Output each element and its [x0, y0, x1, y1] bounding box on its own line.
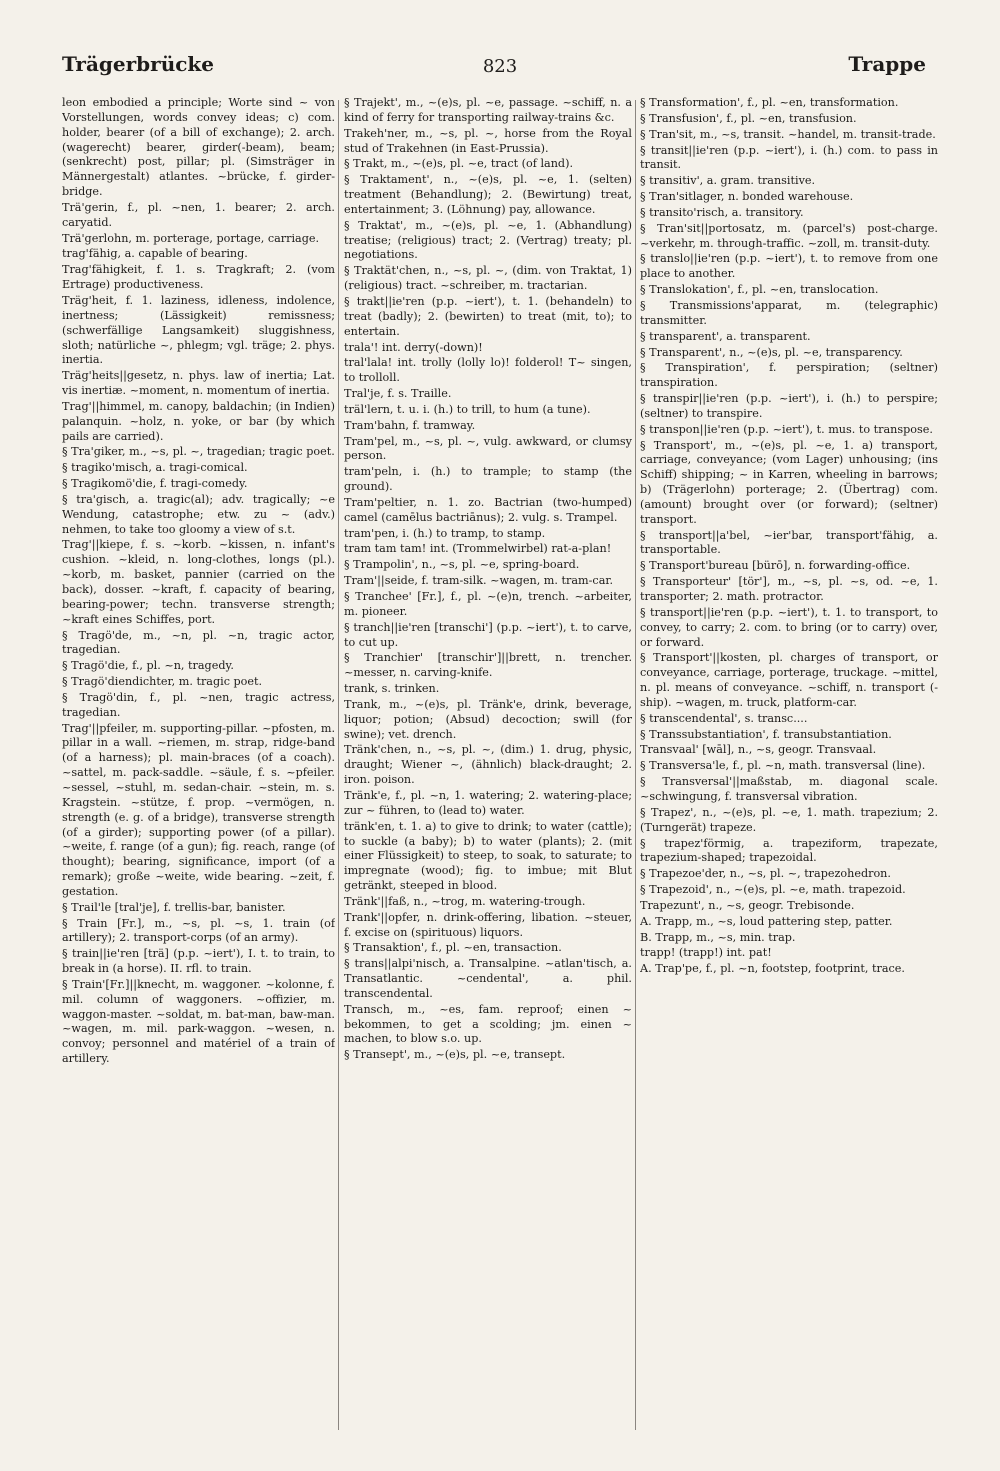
dictionary-entry: § Trajekt', m., ~(e)s, pl. ~e, passage. ~schiff, n. a kind of ferry for transporting railway-trains &c.: [344, 96, 632, 124]
dictionary-entry: § Train [Fr.], m., ~s, pl. ~s, 1. train (of artillery); 2. transport-corps (of an army).: [62, 916, 335, 945]
dictionary-entry: § tranch||ie'ren [transchi'] (p.p. ~iert'), t. to carve, to cut up.: [344, 620, 632, 649]
dictionary-entry: § Tran'sit, m., ~s, transit. ~handel, m. transit-trade.: [640, 127, 936, 141]
page-number: 823: [482, 56, 518, 77]
dictionary-entry: A. Trapp, m., ~s, loud pattering step, patter.: [640, 914, 893, 928]
dictionary-entry: § Trampolin', n., ~s, pl. ~e, spring-board.: [344, 558, 580, 572]
dictionary-entry: Tränk'chen, n., ~s, pl. ~, (dim.) 1. drug, physic, draught; Wiener ~, (ähnlich) black-draught; 2. iron. poison.: [344, 743, 632, 787]
dictionary-entry: § trakt||ie'ren (p.p. ~iert'), t. 1. (behandeln) to treat (badly); 2. (bewirten) to treat (mit, to); to entertain.: [344, 294, 632, 338]
dictionary-entry: § transito'risch, a. transitory.: [640, 205, 804, 219]
dictionary-entry: tram tam tam! int. (Trommelwirbel) rat-a-plan!: [344, 542, 612, 556]
column-1: [62, 96, 335, 1436]
dictionary-entry: trag'fähig, a. capable of bearing.: [62, 247, 248, 261]
dictionary-entry: § tragiko'misch, a. tragi-comical.: [62, 461, 248, 475]
dictionary-entry: § Transaktion', f., pl. ~en, transaction.: [344, 941, 562, 955]
dictionary-entry: § transport||ie'ren (p.p. ~iert'), t. 1. to transport, to convey, to carry; 2. com. to bring (or to carry) over, or forward.: [640, 605, 938, 649]
dictionary-entry: Tränk'||faß, n., ~trog, m. watering-trough.: [344, 894, 586, 908]
dictionary-entry: § Transmissions'apparat, m. (telegraphic) transmitter.: [640, 298, 938, 327]
column-divider: [338, 100, 339, 1430]
dictionary-entry: trala'! int. derry(-down)!: [344, 340, 483, 354]
dictionary-entry: § translo||ie'ren (p.p. ~iert'), t. to remove from one place to another.: [640, 252, 938, 281]
dictionary-entry: § Translokation', f., pl. ~en, translocation.: [640, 283, 879, 297]
dictionary-entry: § transcendental', s. transc....: [640, 711, 808, 725]
dictionary-entry: § Traktat', m., ~(e)s, pl. ~e, 1. (Abhandlung) treatise; (religious) tract; 2. (Vertrag) treaty; pl. negotiations.: [344, 218, 632, 262]
dictionary-entry: Trag'fähigkeit, f. 1. s. Tragkraft; 2. (vom Ertrage) productiveness.: [62, 263, 335, 292]
dictionary-entry: § Transfusion', f., pl. ~en, transfusion.: [640, 111, 857, 125]
running-head-left: Trägerbrücke: [62, 52, 214, 76]
dictionary-entry: § Transparent', n., ~(e)s, pl. ~e, transparency.: [640, 345, 903, 359]
dictionary-entry: Träg'heit, f. 1. laziness, idleness, indolence, inertness; (Lässigkeit) remissness; (schwerfällige Langsamkeit) sluggishness, sloth; natürliche ~, phlegm; vgl. träge; 2. phys. inertia.: [62, 293, 335, 367]
dictionary-entry: § Transversa'le, f., pl. ~n, math. transversal (line).: [640, 759, 926, 773]
column-3: [640, 96, 938, 1436]
dictionary-entry: § Tran'sit||portosatz, m. (parcel's) post-charge. ~verkehr, m. through-traffic. ~zoll, m. transit-duty.: [640, 221, 938, 250]
dictionary-entry: § Transsubstantiation', f. transubstantiation.: [640, 727, 892, 741]
dictionary-entry: Tram'pel, m., ~s, pl. ~, vulg. awkward, or clumsy person.: [344, 434, 632, 463]
dictionary-entry: § Tranchier' [transchir']||brett, n. trencher. ~messer, n. carving-knife.: [344, 651, 632, 680]
dictionary-entry: Tral'je, f. s. Traille.: [344, 387, 452, 401]
dictionary-entry: § Transport'||kosten, pl. charges of transport, or conveyance, carriage, porterage, truckage. ~mittel, n. pl. means of conveyance. ~schiff, n. transport (-ship). ~wagen, m. truck, platform-car.: [640, 651, 938, 709]
dictionary-entry: § tra'gisch, a. tragic(al); adv. tragically; ~e Wendung, catastrophe; etw. zu ~ (adv.) nehmen, to take too gloomy a view of s.t.: [62, 492, 335, 536]
dictionary-entry: § Train'[Fr.]||knecht, m. waggoner. ~kolonne, f. mil. column of waggoners. ~offizier, m. waggon-master. ~soldat, m. bat-man, baw-man. ~wagen, m. mil. park-waggon. ~wesen, n. convoy; personnel and matériel of a train of artillery.: [62, 977, 335, 1066]
dictionary-entry: § trapez'förmig, a. trapeziform, trapezate, trapezium-shaped; trapezoidal.: [640, 836, 938, 865]
dictionary-entry: § Transformation', f., pl. ~en, transformation.: [640, 96, 899, 109]
dictionary-entry: § Transporteur' [tör'], m., ~s, pl. ~s, od. ~e, 1. transporter; 2. math. protractor.: [640, 575, 938, 603]
dictionary-entry: A. Trap'pe, f., pl. ~n, footstep, footprint, trace.: [640, 962, 905, 976]
dictionary-entry: leon embodied a principle; Worte sind ~ von Vorstellungen, words convey ideas; c) com. holder, bearer (of a bill of exchange); 2. arch. (wagerecht) bearer, girder(-beam), beam; (senkrecht) post, pillar; pl. (Simsträger in Männergestalt) atlantes. ~brücke, f. girder-bridge.: [62, 96, 335, 199]
dictionary-entry: Trakeh'ner, m., ~s, pl. ~, horse from the Royal stud of Trakehnen (in East-Prussia).: [344, 126, 632, 155]
dictionary-entry: Träg'heits||gesetz, n. phys. law of inertia; Lat. vis inertiæ. ~moment, n. momentum of inertia.: [62, 369, 335, 398]
dictionary-entry: § Trapez', n., ~(e)s, pl. ~e, 1. math. trapezium; 2. (Turngerät) trapeze.: [640, 805, 938, 834]
dictionary-entry: tränk'en, t. 1. a) to give to drink; to water (cattle); to suckle (a baby); b) to water (plants); 2. (mit einer Flüssigkeit) to steep, to soak, to saturate; to impregnate (wood); fig. to imbue; mit Blut getränkt, steeped in blood.: [344, 819, 632, 893]
dictionary-entry: träl'lern, t. u. i. (h.) to trill, to hum (a tune).: [344, 402, 591, 416]
column-divider: [635, 100, 636, 1430]
dictionary-entry: Trapezunt', n., ~s, geogr. Trebisonde.: [640, 898, 855, 912]
dictionary-entry: § transit||ie'ren (p.p. ~iert'), i. (h.) com. to pass in transit.: [640, 143, 938, 172]
dictionary-entry: Trank, m., ~(e)s, pl. Tränk'e, drink, beverage, liquor; potion; (Absud) decoction; swill (for swine); vet. drench.: [344, 697, 632, 741]
dictionary-entry: Trä'gerin, f., pl. ~nen, 1. bearer; 2. arch. caryatid.: [62, 200, 335, 229]
dictionary-entry: tram'pen, i. (h.) to tramp, to stamp.: [344, 526, 546, 540]
dictionary-entry: § Tragikomö'die, f. tragi-comedy.: [62, 477, 248, 491]
dictionary-entry: trank, s. trinken.: [344, 682, 440, 696]
dictionary-entry: § Traktät'chen, n., ~s, pl. ~, (dim. von Traktat, 1) (religious) tract. ~schreiber, m. tractarian.: [344, 264, 632, 293]
dictionary-entry: § Trapezoid', n., ~(e)s, pl. ~e, math. trapezoid.: [640, 883, 906, 897]
column-2: [344, 96, 632, 1436]
dictionary-entry: § Transport', m., ~(e)s, pl. ~e, 1. a) transport, carriage, conveyance; (vom Lager) unhousing; (ins Schiff) shipping; ~ in Karren, wheeling in barrows; b) (Trägerlohn) porterage; 2. (Übertrag) com. (amount) brought over (or forward); (seltner) transport.: [640, 438, 938, 526]
dictionary-entry: tram'peln, i. (h.) to trample; to stamp (the ground).: [344, 465, 632, 494]
dictionary-entry: § Transept', m., ~(e)s, pl. ~e, transept.: [344, 1048, 566, 1062]
dictionary-entry: trapp! (trapp!) int. pat!: [640, 946, 772, 960]
dictionary-entry: § Tragö'diendichter, m. tragic poet.: [62, 675, 263, 689]
dictionary-entry: § transparent', a. transparent.: [640, 329, 811, 343]
dictionary-entry: § Transversal'||maßstab, m. diagonal scale. ~schwingung, f. transversal vibration.: [640, 775, 938, 803]
dictionary-entry: tral'lala! int. trolly (lolly lo)! folderol! T~ singen, to trolloll.: [344, 356, 632, 385]
dictionary-entry: § Tran'sitlager, n. bonded warehouse.: [640, 190, 854, 204]
dictionary-entry: Trä'gerlohn, m. porterage, portage, carriage.: [62, 231, 320, 245]
dictionary-entry: § Trakt, m., ~(e)s, pl. ~e, tract (of land).: [344, 157, 573, 171]
dictionary-entry: § trans||alpi'nisch, a. Transalpine. ~atlan'tisch, a. Transatlantic. ~cendental', a. phil. transcendental.: [344, 957, 632, 1000]
dictionary-entry: Transch, m., ~es, fam. reproof; einen ~ bekommen, to get a scolding; jm. einen ~ machen, to blow s.o. up.: [344, 1002, 632, 1046]
dictionary-entry: § transpir||ie'ren (p.p. ~iert'), i. (h.) to perspire; (seltner) to transpire.: [640, 392, 938, 420]
dictionary-entry: § train||ie'ren [trä] (p.p. ~iert'), I. t. to train, to break in (a horse). II. rfl. to train.: [62, 947, 335, 976]
dictionary-entry: B. Trapp, m., ~s, min. trap.: [640, 930, 796, 944]
dictionary-entry: Trag'||kiepe, f. s. ~korb. ~kissen, n. infant's cushion. ~kleid, n. long-clothes, longs (pl.). ~korb, m. basket, pannier (carried on the back), dosser. ~kraft, f. capacity of bearing, bearing-power; techn. transverse strength; ~kraft eines Schiffes, port.: [62, 538, 335, 626]
dictionary-entry: Tram'peltier, n. 1. zo. Bactrian (two-humped) camel (camēlus bactriānus); 2. vulg. s. Trampel.: [344, 495, 632, 524]
dictionary-entry: Transvaal' [wāl], n., ~s, geogr. Transvaal.: [640, 743, 877, 757]
running-head-right: Trappe: [848, 52, 926, 76]
dictionary-entry: Tram'bahn, f. tramway.: [344, 418, 476, 432]
dictionary-entry: § transitiv', a. gram. transitive.: [640, 174, 816, 188]
dictionary-entry: § Tragö'de, m., ~n, pl. ~n, tragic actor, tragedian.: [62, 628, 335, 657]
dictionary-entry: § Trail'le [tral'je], f. trellis-bar, banister.: [62, 900, 286, 914]
dictionary-entry: § Transport'bureau [bürō], n. forwarding-office.: [640, 559, 911, 573]
dictionary-entry: § Tra'giker, m., ~s, pl. ~, tragedian; tragic poet.: [62, 445, 335, 459]
dictionary-entry: § transpon||ie'ren (p.p. ~iert'), t. mus. to transpose.: [640, 422, 933, 436]
dictionary-entry: Tränk'e, f., pl. ~n, 1. watering; 2. watering-place; zur ~ führen, to (lead to) water.: [344, 788, 632, 817]
dictionary-entry: Trag'||himmel, m. canopy, baldachin; (in Indien) palanquin. ~holz, n. yoke, or bar (by which pails are carried).: [62, 399, 335, 443]
dictionary-entry: § Transpiration', f. perspiration; (seltner) transpiration.: [640, 361, 938, 390]
dictionary-entry: § Trapezoe'der, n., ~s, pl. ~, trapezohedron.: [640, 867, 891, 881]
dictionary-entry: § Tranchee' [Fr.], f., pl. ~(e)n, trench. ~arbeiter, m. pioneer.: [344, 590, 632, 618]
dictionary-entry: § transport||a'bel, ~ier'bar, transport'fähig, a. transportable.: [640, 528, 938, 557]
dictionary-entry: § Traktament', n., ~(e)s, pl. ~e, 1. (selten) treatment (Behandlung); 2. (Bewirtung) treat, entertainment; 3. (Löhnung) pay, allowance.: [344, 173, 632, 216]
dictionary-entry: Trag'||pfeiler, m. supporting-pillar. ~pfosten, m. pillar in a wall. ~riemen, m. strap, ridge-band (of a harness); pl. main-braces (of a coach). ~sattel, m. pack-saddle. ~säule, f. s. ~pfeiler. ~sessel, ~stuhl, m. sedan-chair. ~stein, m. s. Kragstein. ~stütze, f. prop. ~vermögen, n. strength (e. g. of a bridge), transverse strength (of a girder); supporting power (of a pillar). ~weite, f. range (of a gun); fig. reach, range (of thought); bearing, significance, import (of a remark); große ~weite, wide bearing. ~zeit, f. gestation.: [62, 721, 335, 898]
dictionary-entry: § Tragö'din, f., pl. ~nen, tragic actress, tragedian.: [62, 690, 335, 719]
dictionary-entry: § Tragö'die, f., pl. ~n, tragedy.: [62, 659, 234, 673]
dictionary-entry: Trank'||opfer, n. drink-offering, libation. ~steuer, f. excise on (spirituous) liquors.: [344, 910, 632, 939]
dictionary-entry: Tram'||seide, f. tram-silk. ~wagen, m. tram-car.: [344, 574, 614, 588]
